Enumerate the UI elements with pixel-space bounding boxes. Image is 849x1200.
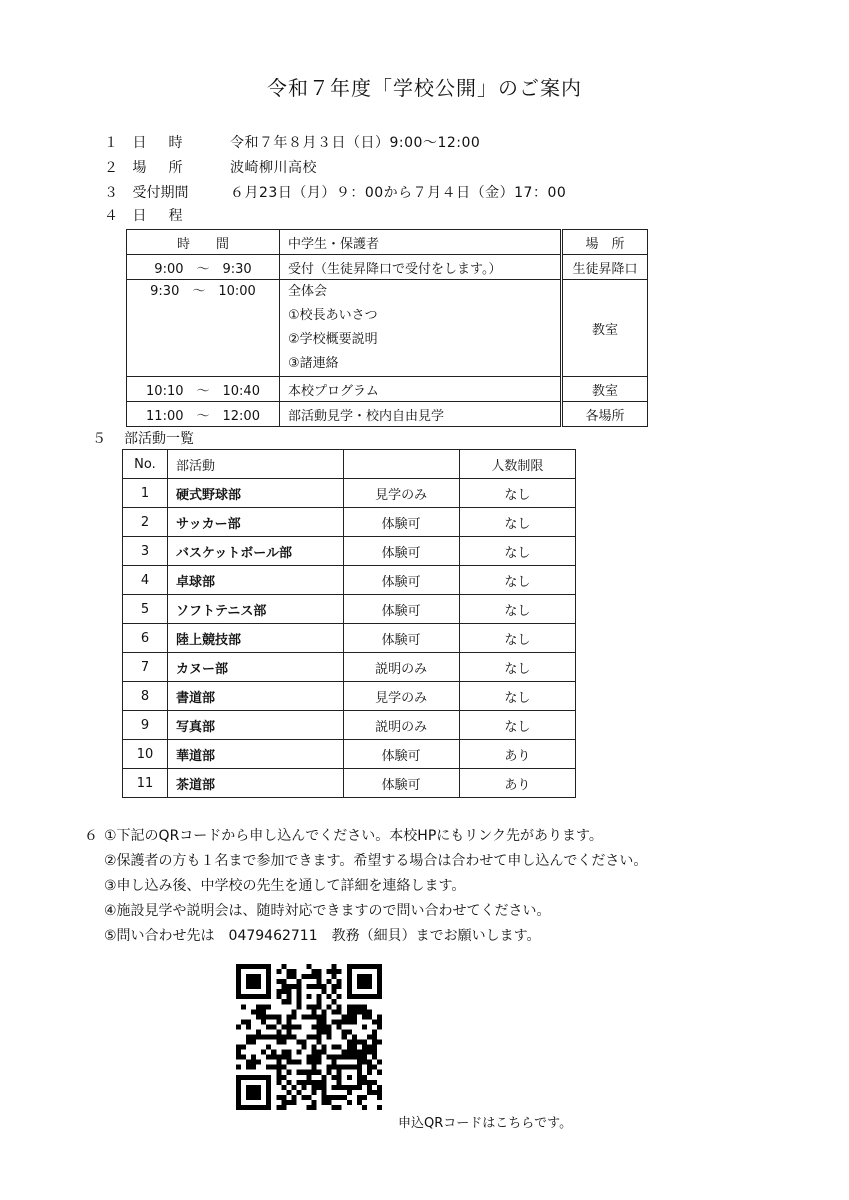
info-label: 場 所 — [132, 160, 187, 176]
club-no: 2 — [123, 508, 168, 537]
schedule-header-content: 中学生・保護者 — [280, 230, 561, 255]
info-number: １ — [104, 135, 118, 151]
club-type: 体験可 — [343, 769, 459, 798]
club-name: バスケットボール部 — [167, 537, 343, 566]
schedule-time: 9:00 ～ 9:30 — [127, 255, 280, 280]
schedule-content — [280, 280, 561, 377]
club-no: 9 — [123, 711, 168, 740]
clubs-header-type — [343, 450, 459, 479]
club-no: 11 — [123, 769, 168, 798]
clubs-row — [123, 537, 576, 566]
club-name: 茶道部 — [167, 769, 343, 798]
club-type: 体験可 — [343, 537, 459, 566]
club-no: 6 — [123, 624, 168, 653]
qr-caption: 申込QRコードはこちらです。 — [398, 1116, 573, 1131]
club-limit: なし — [459, 711, 575, 740]
info-number: ３ — [104, 185, 118, 201]
clubs-row — [123, 682, 576, 711]
club-type: 見学のみ — [343, 479, 459, 508]
club-limit: あり — [459, 769, 575, 798]
info-number: ４ — [104, 208, 118, 224]
clubs-row — [123, 653, 576, 682]
club-limit: なし — [459, 566, 575, 595]
club-limit: なし — [459, 624, 575, 653]
schedule-time: 11:00 ～ 12:00 — [127, 402, 280, 427]
note-item — [84, 899, 647, 924]
info-value: ６月23日（月）９：00から７月４日（金）17：00 — [230, 185, 567, 201]
section-number: ５ — [92, 431, 106, 447]
club-name: ソフトテニス部 — [167, 595, 343, 624]
info-row-schedule — [104, 206, 232, 226]
schedule-place: 生徒昇降口 — [563, 255, 648, 280]
info-label: 日 程 — [132, 208, 187, 224]
club-type: 見学のみ — [343, 682, 459, 711]
club-name: 陸上競技部 — [167, 624, 343, 653]
qr-code-icon[interactable] — [236, 964, 382, 1110]
clubs-row — [123, 595, 576, 624]
club-limit: なし — [459, 508, 575, 537]
schedule-place: 教室 — [563, 280, 648, 377]
schedule-row — [127, 402, 648, 427]
club-limit: なし — [459, 682, 575, 711]
schedule-time: 10:10 ～ 10:40 — [127, 377, 280, 402]
section-label: 部活動一覧 — [124, 431, 194, 447]
club-no: 4 — [123, 566, 168, 595]
schedule-row — [127, 255, 648, 280]
clubs-header-no: No. — [123, 450, 168, 479]
clubs-header-limit: 人数制限 — [459, 450, 575, 479]
info-number: ２ — [104, 160, 118, 176]
club-limit: なし — [459, 653, 575, 682]
notes-section — [84, 824, 647, 949]
clubs-row — [123, 508, 576, 537]
schedule-time-text: 9:30 ～ 10:00 — [150, 284, 256, 299]
schedule-row — [127, 280, 648, 377]
schedule-place: 教室 — [563, 377, 648, 402]
clubs-table — [122, 449, 576, 798]
clubs-header-name: 部活動 — [167, 450, 343, 479]
note-text: ⑤問い合わせ先は 0479462711 教務（細貝）までお願いします。 — [104, 928, 541, 944]
clubs-section-heading — [92, 428, 194, 448]
page-title: 令和７年度「学校公開」のご案内 — [267, 76, 582, 100]
club-type: 体験可 — [343, 508, 459, 537]
club-no: 1 — [123, 479, 168, 508]
schedule-content-line: ②学校概要説明 — [288, 332, 378, 347]
schedule-content-line: ③諸連絡 — [288, 356, 339, 371]
section-number: ６ — [84, 828, 98, 844]
schedule-content: 部活動見学・校内自由見学 — [280, 402, 561, 427]
clubs-row — [123, 740, 576, 769]
info-row-period — [104, 183, 567, 203]
club-type: 体験可 — [343, 595, 459, 624]
schedule-content: 本校プログラム — [280, 377, 561, 402]
note-item — [84, 924, 647, 949]
schedule-content-line: ①校長あいさつ — [288, 308, 378, 323]
note-text: ④施設見学や説明会は、随時対応できますので問い合わせてください。 — [104, 903, 551, 919]
note-item — [84, 824, 647, 849]
schedule-place: 各場所 — [563, 402, 648, 427]
club-name: 書道部 — [167, 682, 343, 711]
clubs-row — [123, 479, 576, 508]
club-name: 写真部 — [167, 711, 343, 740]
info-label: 日 時 — [132, 135, 187, 151]
club-limit: なし — [459, 537, 575, 566]
note-item — [84, 849, 647, 874]
info-row-date — [104, 133, 481, 153]
schedule-table — [126, 229, 648, 427]
club-limit: あり — [459, 740, 575, 769]
clubs-row — [123, 624, 576, 653]
schedule-header-place: 場 所 — [563, 230, 648, 255]
clubs-row — [123, 711, 576, 740]
note-item — [84, 874, 647, 899]
club-no: 10 — [123, 740, 168, 769]
schedule-time — [127, 280, 280, 377]
info-value: 令和７年８月３日（日）9:00～12:00 — [230, 135, 481, 151]
schedule-content-line: 全体会 — [288, 284, 328, 299]
clubs-row — [123, 769, 576, 798]
clubs-row — [123, 566, 576, 595]
info-label: 受付期間 — [132, 185, 189, 201]
club-limit: なし — [459, 595, 575, 624]
club-type: 説明のみ — [343, 653, 459, 682]
club-name: 卓球部 — [167, 566, 343, 595]
clubs-header-row — [123, 450, 576, 479]
club-no: 3 — [123, 537, 168, 566]
club-no: 7 — [123, 653, 168, 682]
club-type: 体験可 — [343, 566, 459, 595]
club-type: 体験可 — [343, 740, 459, 769]
info-row-place — [104, 158, 317, 178]
club-name: サッカー部 — [167, 508, 343, 537]
club-name: 硬式野球部 — [167, 479, 343, 508]
club-limit: なし — [459, 479, 575, 508]
club-no: 8 — [123, 682, 168, 711]
club-type: 体験可 — [343, 624, 459, 653]
schedule-row — [127, 377, 648, 402]
club-name: 華道部 — [167, 740, 343, 769]
note-text: ②保護者の方も１名まで参加できます。希望する場合は合わせて申し込んでください。 — [104, 853, 648, 869]
note-text: ③申し込み後、中学校の先生を通して詳細を連絡します。 — [104, 878, 466, 894]
schedule-header-time: 時 間 — [127, 230, 280, 255]
club-no: 5 — [123, 595, 168, 624]
club-type: 説明のみ — [343, 711, 459, 740]
note-text: ①下記のQRコードから申し込んでください。本校HPにもリンク先があります。 — [104, 828, 603, 844]
schedule-header-row — [127, 230, 648, 255]
schedule-content: 受付（生徒昇降口で受付をします。） — [280, 255, 561, 280]
info-value: 波崎柳川高校 — [230, 160, 317, 176]
club-name: カヌー部 — [167, 653, 343, 682]
